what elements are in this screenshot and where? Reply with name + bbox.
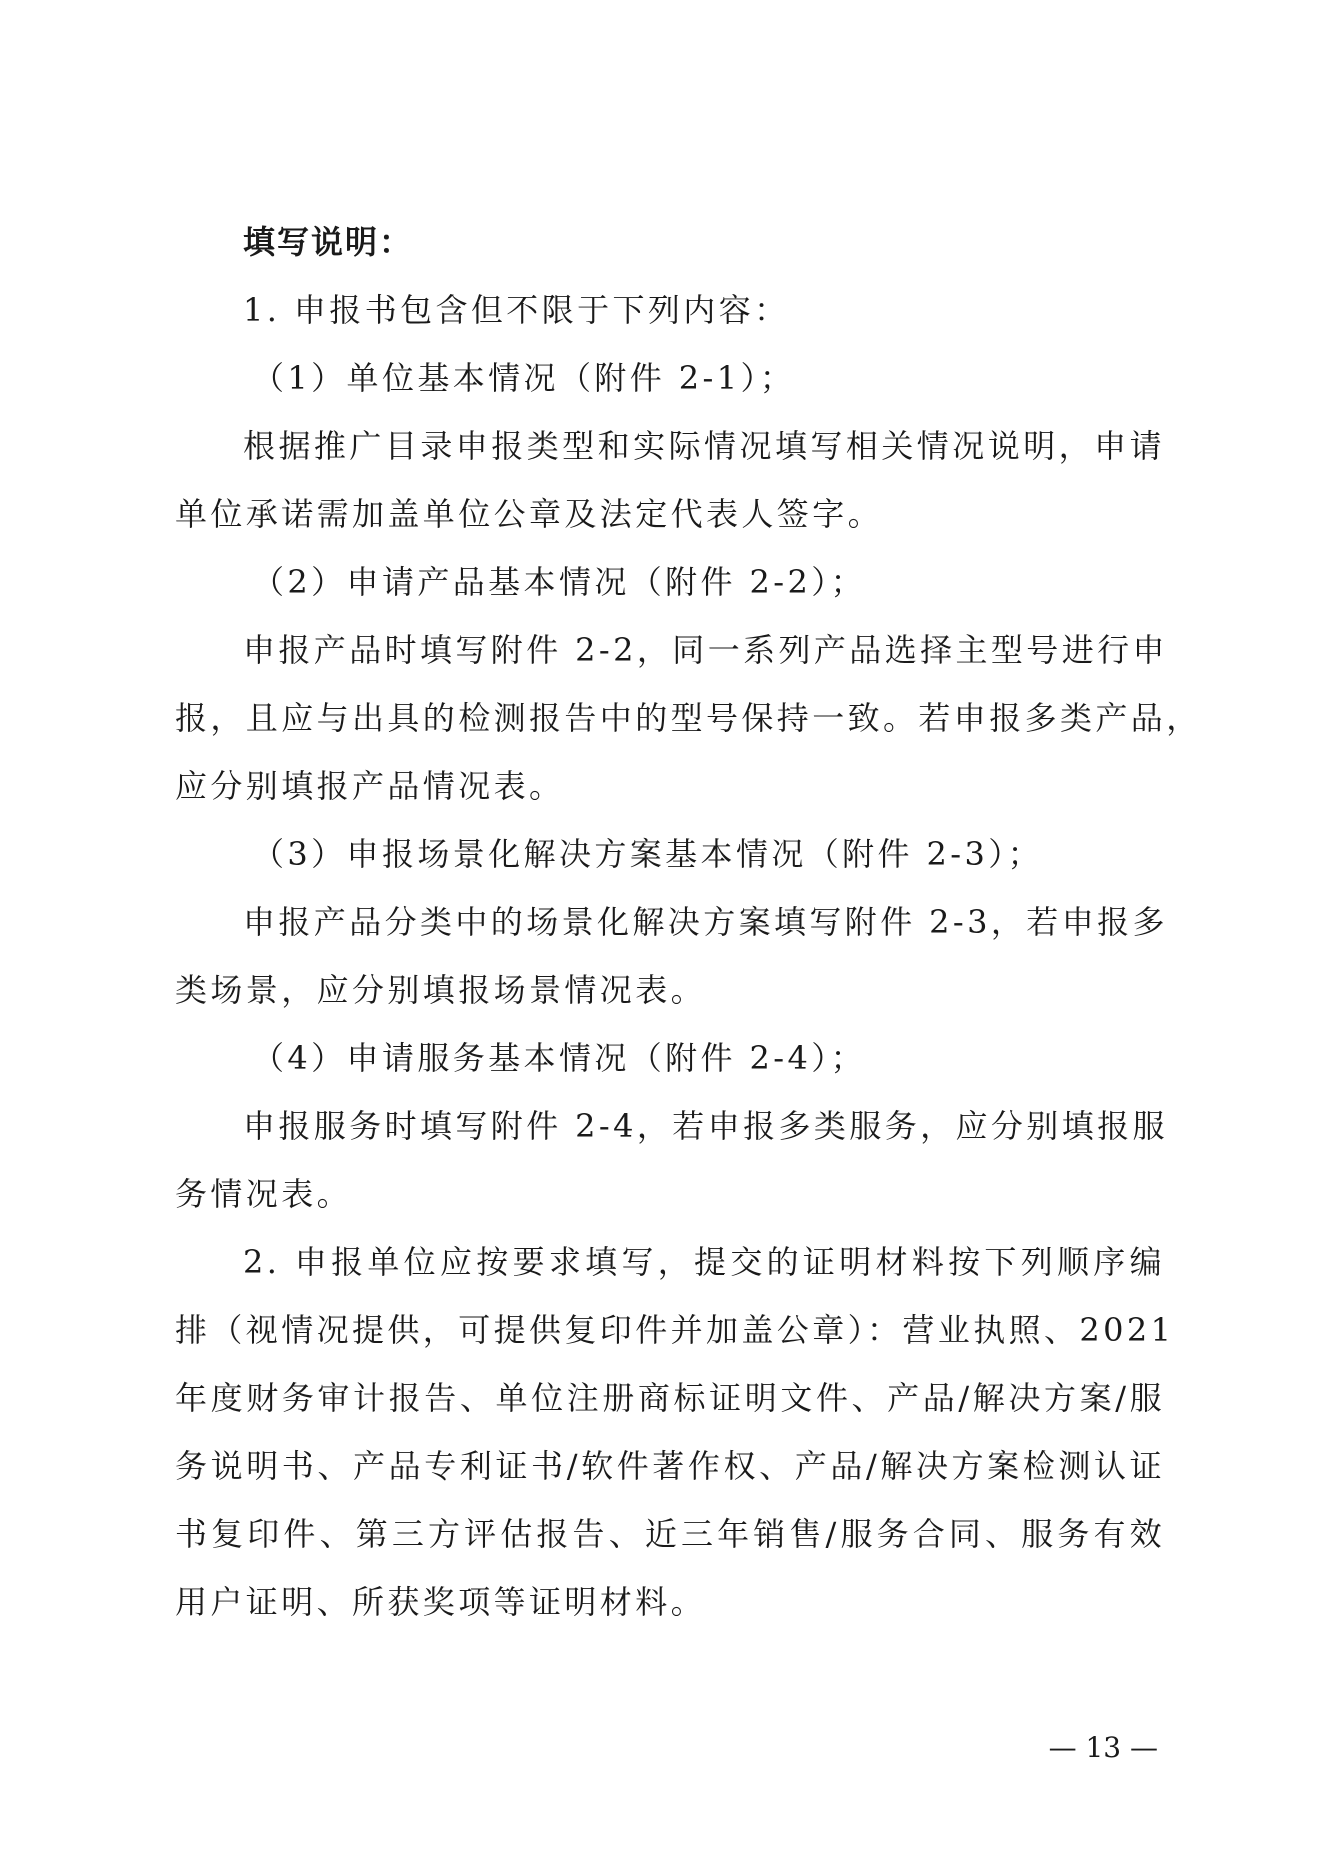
page-number: — 13 — xyxy=(1048,1731,1158,1764)
subitem-2-text-line-3: 应分别填报产品情况表。 xyxy=(175,767,565,805)
instructions-heading: 填写说明： xyxy=(243,223,414,261)
item-1-intro: 1. 申报书包含但不限于下列内容： xyxy=(243,291,790,329)
subitem-1-text-line-1: 根据推广目录申报类型和实际情况填写相关情况说明，申请 xyxy=(243,427,1165,465)
subitem-3-text-line-2: 类场景，应分别填报场景情况表。 xyxy=(175,971,707,1009)
subitem-4-title: （4）申请服务基本情况（附件 2-4）； xyxy=(252,1039,867,1077)
subitem-1-text-line-2: 单位承诺需加盖单位公章及法定代表人签字。 xyxy=(175,495,884,533)
item-2-text-line-1: 2. 申报单位应按要求填写，提交的证明材料按下列顺序编 xyxy=(243,1243,1165,1281)
item-2-text-line-6: 用户证明、所获奖项等证明材料。 xyxy=(175,1583,707,1621)
subitem-1-title: （1）单位基本情况（附件 2-1）； xyxy=(252,359,796,397)
item-2-text-line-3: 年度财务审计报告、单位注册商标证明文件、产品/解决方案/服 xyxy=(175,1379,1165,1417)
subitem-2-text-line-1: 申报产品时填写附件 2-2，同一系列产品选择主型号进行申 xyxy=(243,631,1168,669)
subitem-4-text-line-2: 务情况表。 xyxy=(175,1175,353,1213)
subitem-4-text-line-1: 申报服务时填写附件 2-4，若申报多类服务，应分别填报服 xyxy=(243,1107,1168,1145)
item-2-text-line-2: 排（视情况提供，可提供复印件并加盖公章）：营业执照、2021 xyxy=(175,1311,1175,1349)
item-2-text-line-4: 务说明书、产品专利证书/软件著作权、产品/解决方案检测认证 xyxy=(175,1447,1165,1485)
subitem-3-title: （3）申报场景化解决方案基本情况（附件 2-3）； xyxy=(252,835,1044,873)
subitem-2-text-line-2: 报，且应与出具的检测报告中的型号保持一致。若申报多类产品， xyxy=(175,699,1202,737)
item-2-text-line-5: 书复印件、第三方评估报告、近三年销售/服务合同、服务有效 xyxy=(175,1515,1165,1553)
subitem-2-title: （2）申请产品基本情况（附件 2-2）； xyxy=(252,563,867,601)
subitem-3-text-line-1: 申报产品分类中的场景化解决方案填写附件 2-3，若申报多 xyxy=(243,903,1168,941)
